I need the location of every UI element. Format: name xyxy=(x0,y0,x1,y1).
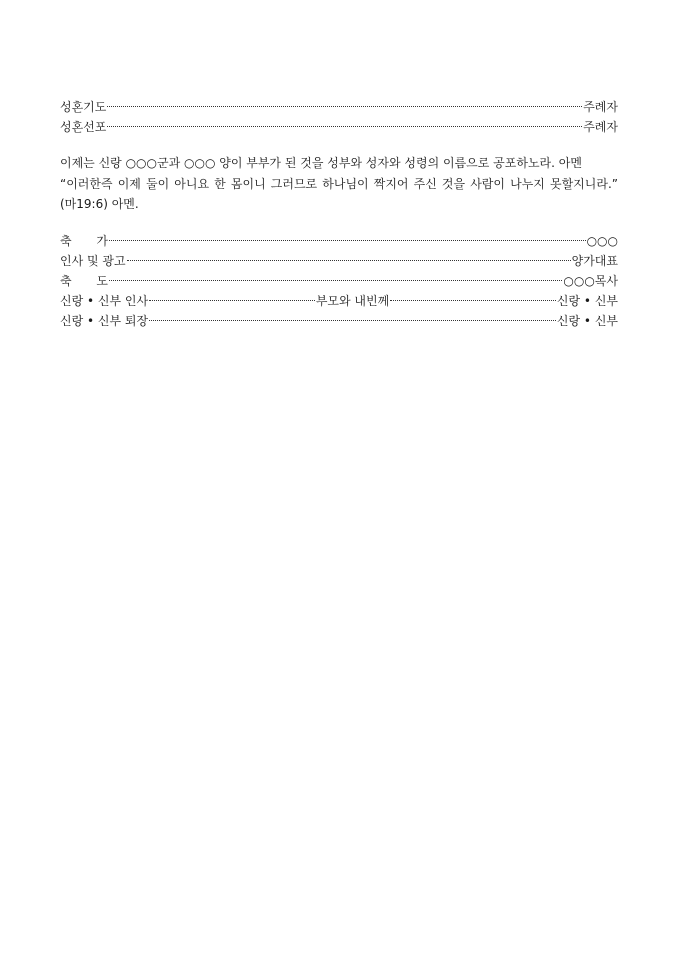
item-person: 주례자 xyxy=(583,120,618,134)
program-row-benediction xyxy=(60,271,618,291)
item-person: ○○○ xyxy=(586,233,618,248)
program-row-greetings-announcements xyxy=(60,251,618,271)
item-label: 신랑 • 신부 퇴장 xyxy=(60,313,149,328)
item-label: 성혼선포 xyxy=(60,120,107,134)
item-person: 주례자 xyxy=(583,100,618,114)
dotted-leader xyxy=(107,126,582,127)
wedding-program xyxy=(60,97,618,331)
item-label-part: 도 xyxy=(96,273,108,288)
spacer xyxy=(60,215,618,231)
item-label: 인사 및 광고 xyxy=(60,253,126,268)
item-label-part: 축 xyxy=(60,233,72,248)
dotted-leader xyxy=(149,300,315,301)
scripture-quote: “이러한즉 이제 둘이 아니요 한 몸이니 그러므로 하나님이 짝지어 주신 것을 사람이 나누지 못할지니라.” (마19:6) 아멘. xyxy=(60,176,618,211)
spacer xyxy=(60,137,618,153)
dotted-leader xyxy=(109,240,586,241)
program-row-wedding-prayer xyxy=(60,97,618,117)
program-row-celebration-song xyxy=(60,231,618,251)
declaration-text: 이제는 신랑 ○○○군과 ○○○ 양이 부부가 된 것을 성부와 성자와 성령의 이름으로 공포하노라. 아멘 xyxy=(60,156,582,170)
program-row-couple-greeting xyxy=(60,291,618,311)
item-label xyxy=(60,271,108,291)
item-person: 신랑 • 신부 xyxy=(556,313,618,328)
item-person: ○○○목사 xyxy=(563,273,618,288)
item-target: 부모와 내빈께 xyxy=(315,293,390,308)
program-row-marriage-declaration xyxy=(60,117,618,137)
dotted-leader xyxy=(390,300,556,301)
dotted-leader xyxy=(127,260,571,261)
item-label xyxy=(60,231,108,251)
item-label-part: 가 xyxy=(96,233,108,248)
item-label-part: 축 xyxy=(60,273,72,288)
item-person: 신랑 • 신부 xyxy=(556,293,618,308)
item-label: 성혼기도 xyxy=(60,100,107,114)
declaration-block xyxy=(60,153,618,215)
item-label: 신랑 • 신부 인사 xyxy=(60,293,149,308)
dotted-leader xyxy=(109,280,562,281)
dotted-leader xyxy=(107,106,582,107)
item-person: 양가대표 xyxy=(571,253,618,268)
program-row-couple-exit xyxy=(60,311,618,331)
dotted-leader xyxy=(149,320,556,321)
